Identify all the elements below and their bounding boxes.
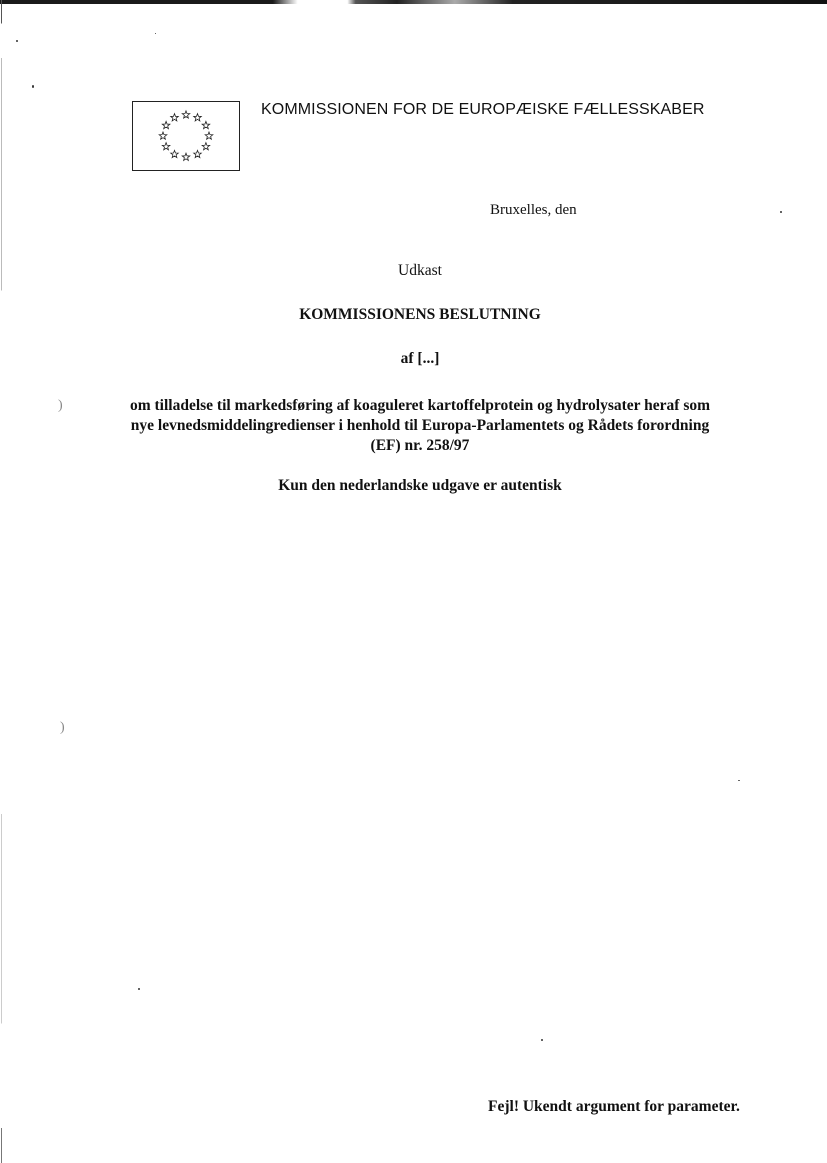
star-icon (159, 132, 167, 139)
scan-top-edge (0, 0, 827, 4)
field-error-message: Fejl! Ukendt argument for parameter. (488, 1098, 740, 1115)
star-icon (194, 114, 202, 121)
decision-title: KOMMISSIONENS BESLUTNING (299, 306, 541, 323)
scan-left-edge (1, 0, 2, 1163)
star-icon (171, 114, 179, 121)
scan-speck (541, 1039, 543, 1041)
decision-date: af [...] (400, 350, 440, 367)
scan-speck (155, 33, 156, 34)
stars-ring-graphic (133, 102, 239, 170)
star-icon (182, 153, 190, 160)
institution-name: KOMMISSIONEN FOR DE EUROPÆISKE FÆLLESSKABER (261, 101, 705, 118)
eu-stars-emblem-icon (132, 101, 240, 171)
star-icon (182, 111, 190, 118)
authentic-language-note: Kun den nederlandske udgave er autentisk (278, 477, 562, 494)
scan-mark: ) (60, 720, 65, 735)
scan-mark: ) (58, 398, 63, 413)
scan-speck (16, 40, 18, 42)
star-icon (202, 121, 210, 128)
scan-speck (32, 85, 34, 88)
scan-speck (738, 780, 740, 781)
scan-speck (138, 988, 140, 990)
decision-subject: om tilladelse til markedsføring af koaguleret kartoffelprotein og hydrolysater heraf som nye levnedsmiddelingredienser i henhold til Europa-Parlamentets og Rådets forordning (EF) nr. 258/97 (129, 397, 711, 454)
star-icon (202, 143, 210, 150)
draft-label: Udkast (398, 262, 442, 279)
place-date-line: Bruxelles, den (490, 202, 577, 218)
star-icon (171, 150, 179, 157)
star-icon (162, 143, 170, 150)
star-icon (205, 132, 213, 139)
star-icon (162, 121, 170, 128)
star-icon (194, 150, 202, 157)
scan-speck (780, 211, 782, 213)
